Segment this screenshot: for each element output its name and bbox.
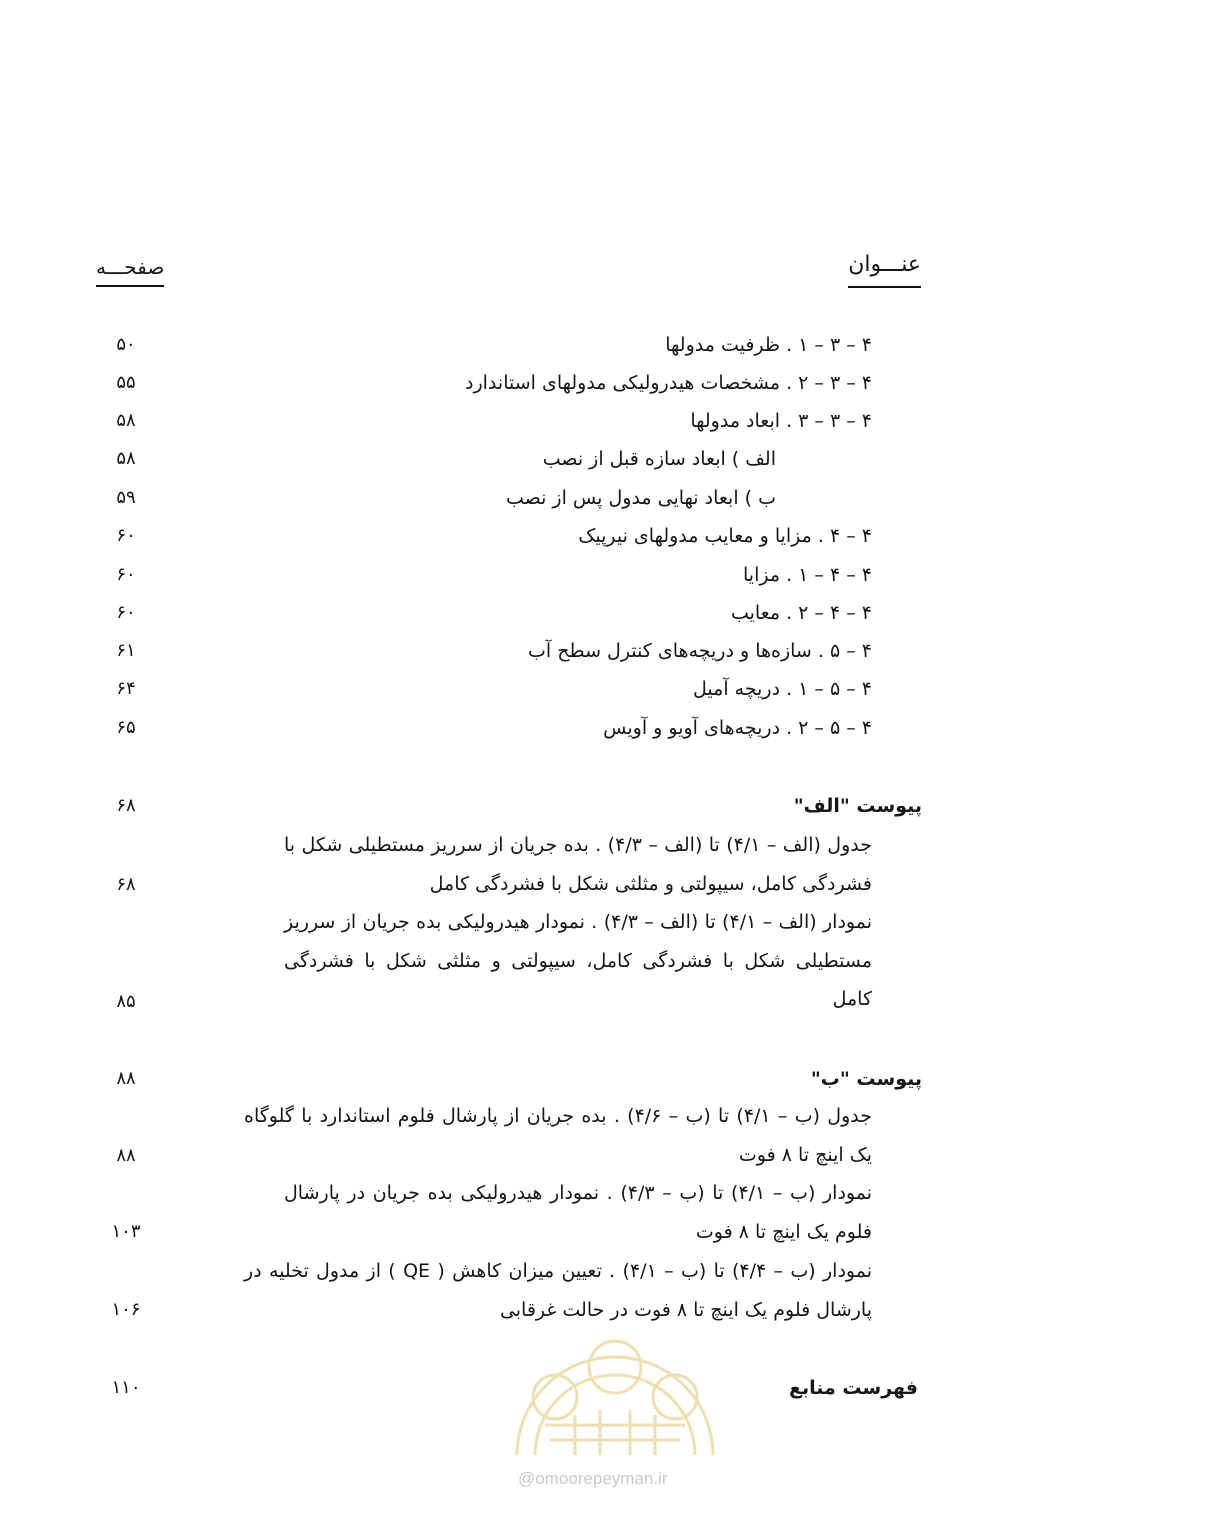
- toc-entry-page: ۵۵: [116, 372, 136, 393]
- toc-row: [0, 556, 1228, 594]
- toc-entry-page: ۶۱: [116, 640, 136, 661]
- appendix-a-item-2-page-row: [0, 983, 1228, 1021]
- appendix-a-heading: پیوست "الف": [793, 795, 922, 817]
- toc-entry-page: ۵۰: [116, 334, 136, 355]
- toc-row: [0, 364, 1228, 402]
- appendix-b-item-1-page: ۸۸: [116, 1145, 136, 1166]
- appendix-b-page: ۸۸: [116, 1068, 136, 1089]
- appendix-b-item-3-page: ۱۰۶: [111, 1299, 141, 1320]
- appendix-a-page: ۶۸: [116, 795, 136, 816]
- references-page: ۱۱۰: [111, 1377, 141, 1398]
- appendix-b-item-2: نمودار (ب – ۴/۱) تا (ب – ۴/۳) . نمودار هیدرولیکی بده جریان در پارشال فلوم یک اینچ تا ۸ فوت: [284, 1182, 872, 1243]
- toc-entry-title: ۴ – ۵ . سازه‌ها و دریچه‌های کنترل سطح آب: [528, 640, 872, 662]
- toc-entry-title: ۴ – ۵ – ۱ . دریچه آمیل: [693, 678, 872, 700]
- toc-entry-page: ۶۴: [116, 678, 136, 699]
- toc-entry-page: ۶۰: [116, 564, 136, 585]
- column-header-title: عنـــوان: [848, 250, 921, 288]
- appendix-b-item-1-page-row: [0, 1137, 1228, 1175]
- toc-entry-title: ۴ – ۳ – ۳ . ابعاد مدولها: [690, 410, 872, 432]
- toc-entry-page: ۶۰: [116, 525, 136, 546]
- references-heading: فهرست منابع: [789, 1377, 918, 1399]
- toc-row: [0, 594, 1228, 632]
- appendix-a-item-2: نمودار (الف – ۴/۱) تا (الف – ۴/۳) . نمودار هیدرولیکی بده جریان از سرریز مستطیلی شکل با فشردگی کامل، سیپولتی و مثلثی شکل با فشردگی کامل: [284, 911, 872, 1011]
- toc-entry-title: ۴ – ۵ – ۲ . دریچه‌های آویو و آویس: [603, 717, 872, 739]
- appendix-a-item-1: جدول (الف – ۴/۱) تا (الف – ۴/۳) . بده جریان از سرریز مستطیلی شکل با فشردگی کامل، سیپولتی و مثلثی شکل با فشردگی کامل: [284, 834, 873, 895]
- appendix-a-item-1-page: ۶۸: [116, 874, 136, 895]
- column-header-page: صفحـــه: [96, 253, 164, 287]
- appendix-b-heading-row: [0, 1060, 1228, 1098]
- appendix-a-heading-row: [0, 787, 1228, 825]
- watermark-text: @omoorepeyman.ir: [518, 1469, 668, 1488]
- toc-row: [0, 517, 1228, 555]
- toc-entry-title: ۴ – ۳ – ۱ . ظرفیت مدولها: [665, 334, 872, 356]
- toc-entry-page: ۵۸: [116, 410, 136, 431]
- toc-row: [0, 479, 1228, 517]
- toc-row: [0, 632, 1228, 670]
- toc-entry-title: ۴ – ۴ – ۲ . معایب: [730, 602, 872, 624]
- appendix-b-item-3: نمودار (ب – ۴/۴) تا (ب – ۴/۱) . تعیین میزان کاهش ( QE ) از مدول تخلیه در پارشال فلوم یک اینچ تا ۸ فوت در حالت غرقابی: [244, 1260, 873, 1321]
- appendix-b-item-1: جدول (ب – ۴/۱) تا (ب – ۴/۶) . بده جریان از پارشال فلوم استاندارد با گلوگاه یک اینچ تا ۸ فوت: [244, 1105, 872, 1166]
- toc-row: [0, 670, 1228, 708]
- toc-entry-title: ۴ – ۴ . مزایا و معایب مدولهای نیرپیک: [578, 525, 872, 547]
- toc-entry-page: ۵۹: [116, 487, 136, 508]
- toc-row: [0, 402, 1228, 440]
- toc-entry-page: ۵۸: [116, 448, 136, 469]
- appendix-a-item-2-page: ۸۵: [116, 991, 136, 1012]
- appendix-a-item-1-page-row: [0, 866, 1228, 904]
- toc-entry-title: ب ) ابعاد نهایی مدول پس از نصب: [505, 487, 776, 509]
- toc-entry-title: الف ) ابعاد سازه قبل از نصب: [542, 448, 776, 470]
- toc-row: [0, 440, 1228, 478]
- watermark-seal: [505, 1305, 725, 1465]
- appendix-b-heading: پیوست "ب": [810, 1068, 922, 1090]
- toc-entry-page: ۶۵: [116, 717, 136, 738]
- toc-entry-title: ۴ – ۳ – ۲ . مشخصات هیدرولیکی مدولهای استاندارد: [465, 372, 872, 394]
- toc-row: [0, 709, 1228, 747]
- appendix-b-item-2-page-row: [0, 1213, 1228, 1251]
- appendix-b-item-2-page: ۱۰۳: [111, 1221, 141, 1242]
- toc-row: [0, 326, 1228, 364]
- toc-entry-title: ۴ – ۴ – ۱ . مزایا: [743, 564, 872, 586]
- toc-entry-page: ۶۰: [116, 602, 136, 623]
